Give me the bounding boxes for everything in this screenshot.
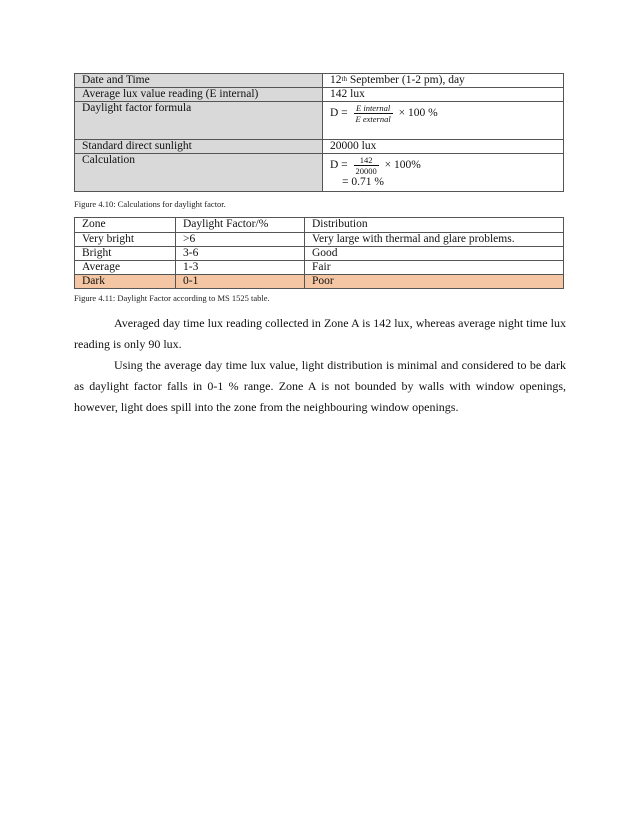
formula-fraction: $\frac{\text{E internal}}{\text{E external}}$ bbox=[355, 103, 391, 124]
table-cell: Poor bbox=[305, 275, 564, 289]
figure-caption: Figure 4.10: Calculations for daylight factor. bbox=[74, 199, 226, 209]
table-row bbox=[75, 154, 564, 192]
table-cell: Average bbox=[75, 261, 176, 275]
table-header-row bbox=[75, 218, 564, 233]
column-header: Zone bbox=[75, 218, 176, 233]
date-time-value: 12th September (1-2 pm), day bbox=[323, 74, 564, 88]
table-cell: Very bright bbox=[75, 233, 176, 247]
column-header: Daylight Factor/% bbox=[176, 218, 305, 233]
table-cell: Dark bbox=[75, 275, 176, 289]
table-row bbox=[75, 88, 564, 102]
figure-caption: Figure 4.11: Daylight Factor according to MS 1525 table. bbox=[74, 293, 270, 303]
row-label: Daylight factor formula bbox=[75, 102, 323, 140]
body-paragraph: Using the average day time lux value, light distribution is minimal and considered to be dark as daylight factor falls in 0-1 % range. Zone A is not bounded by walls with window openings, however, light does spill into the zone from the neighbouring window openings. bbox=[74, 358, 566, 414]
daylight-factor-table bbox=[74, 217, 564, 289]
row-label: Calculation bbox=[75, 154, 323, 192]
table-row bbox=[75, 102, 564, 140]
calculation-fraction: $\frac{142}{20000}$ bbox=[355, 155, 377, 176]
table-row-highlighted bbox=[75, 275, 564, 289]
daylight-calculation-table bbox=[74, 73, 564, 192]
body-paragraph: Averaged day time lux reading collected in Zone A is 142 lux, whereas average night time lux reading is only 90 lux. bbox=[74, 316, 566, 351]
row-label: Standard direct sunlight bbox=[75, 140, 323, 154]
table-row bbox=[75, 247, 564, 261]
row-label: Date and Time bbox=[75, 74, 323, 88]
table-cell: >6 bbox=[176, 233, 305, 247]
table-cell: Fair bbox=[305, 261, 564, 275]
table-cell: Very large with thermal and glare problems. bbox=[305, 233, 564, 247]
table-cell: 1-3 bbox=[176, 261, 305, 275]
table-cell: Good bbox=[305, 247, 564, 261]
column-header: Distribution bbox=[305, 218, 564, 233]
table-cell: 0-1 bbox=[176, 275, 305, 289]
table-row bbox=[75, 140, 564, 154]
formula-cell: D = $\frac{\text{E internal}}{\text{E external}}$ × 100 % bbox=[323, 102, 564, 140]
table-cell: 3-6 bbox=[176, 247, 305, 261]
calculation-result: = 0.71 % bbox=[342, 176, 384, 188]
table-row bbox=[75, 74, 564, 88]
table-row bbox=[75, 261, 564, 275]
sunlight-value: 20000 lux bbox=[323, 140, 564, 154]
table-cell: Bright bbox=[75, 247, 176, 261]
lux-value: 142 lux bbox=[323, 88, 564, 102]
calculation-cell: D = $\frac{142}{20000}$ × 100% = 0.71 % bbox=[323, 154, 564, 192]
row-label: Average lux value reading (E internal) bbox=[75, 88, 323, 102]
table-row bbox=[75, 233, 564, 247]
